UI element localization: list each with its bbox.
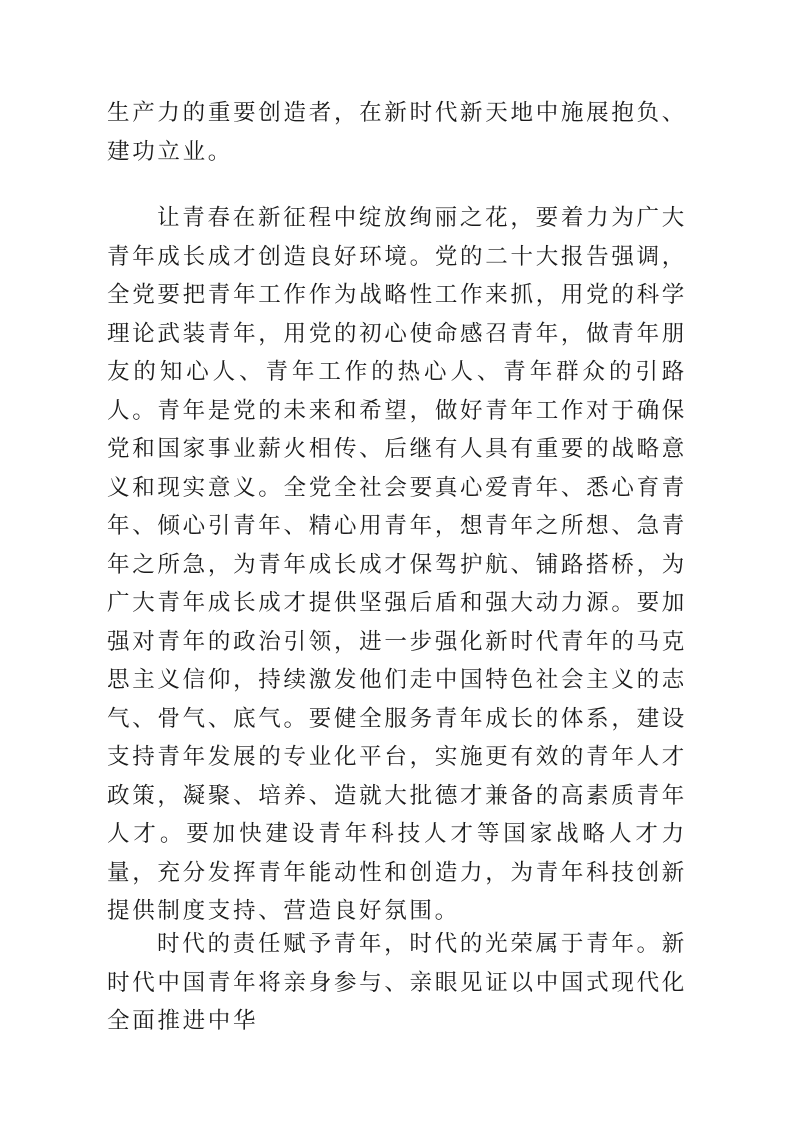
paragraph-1-text: 生产力的重要创造者，在新时代新天地中施展抱负、建功立业。 xyxy=(107,100,687,165)
paragraph-era-responsibility xyxy=(107,925,687,1041)
paragraph-youth-environment xyxy=(107,199,687,931)
paragraph-2-text: 让青春在新征程中绽放绚丽之花，要着力为广大青年成长成才创造良好环境。党的二十大报告强调，全党要把青年工作作为战略性工作来抓，用党的科学理论武装青年，用党的初心使命感召青年，做青年朋友的知心人、青年工作的热心人、青年群众的引路人。青年是党的未来和希望，做好青年工作对于确保党和国家事业薪火相传、后继有人具有重要的战略意义和现实意义。全党全社会要真心爱青年、悉心育青年、倾心引青年、精心用青年，想青年之所想、急青年之所急，为青年成长成才保驾护航、铺路搭桥，为广大青年成长成才提供坚强后盾和强大动力源。要加强对青年的政治引领，进一步强化新时代青年的马克思主义信仰，持续激发他们走中国特色社会主义的志气、骨气、底气。要健全服务青年成长的体系，建设支持青年发展的专业化平台，实施更有效的青年人才政策，凝聚、培养、造就大批德才兼备的高素质青年人才。要加快建设青年科技人才等国家战略人才力量，充分发挥青年能动性和创造力，为青年科技创新提供制度支持、营造良好氛围。 xyxy=(107,205,687,924)
paragraph-continuation xyxy=(107,94,687,171)
paragraph-3-text: 时代的责任赋予青年，时代的光荣属于青年。新时代中国青年将亲身参与、亲眼见证以中国式现代化全面推进中华 xyxy=(107,931,687,1034)
